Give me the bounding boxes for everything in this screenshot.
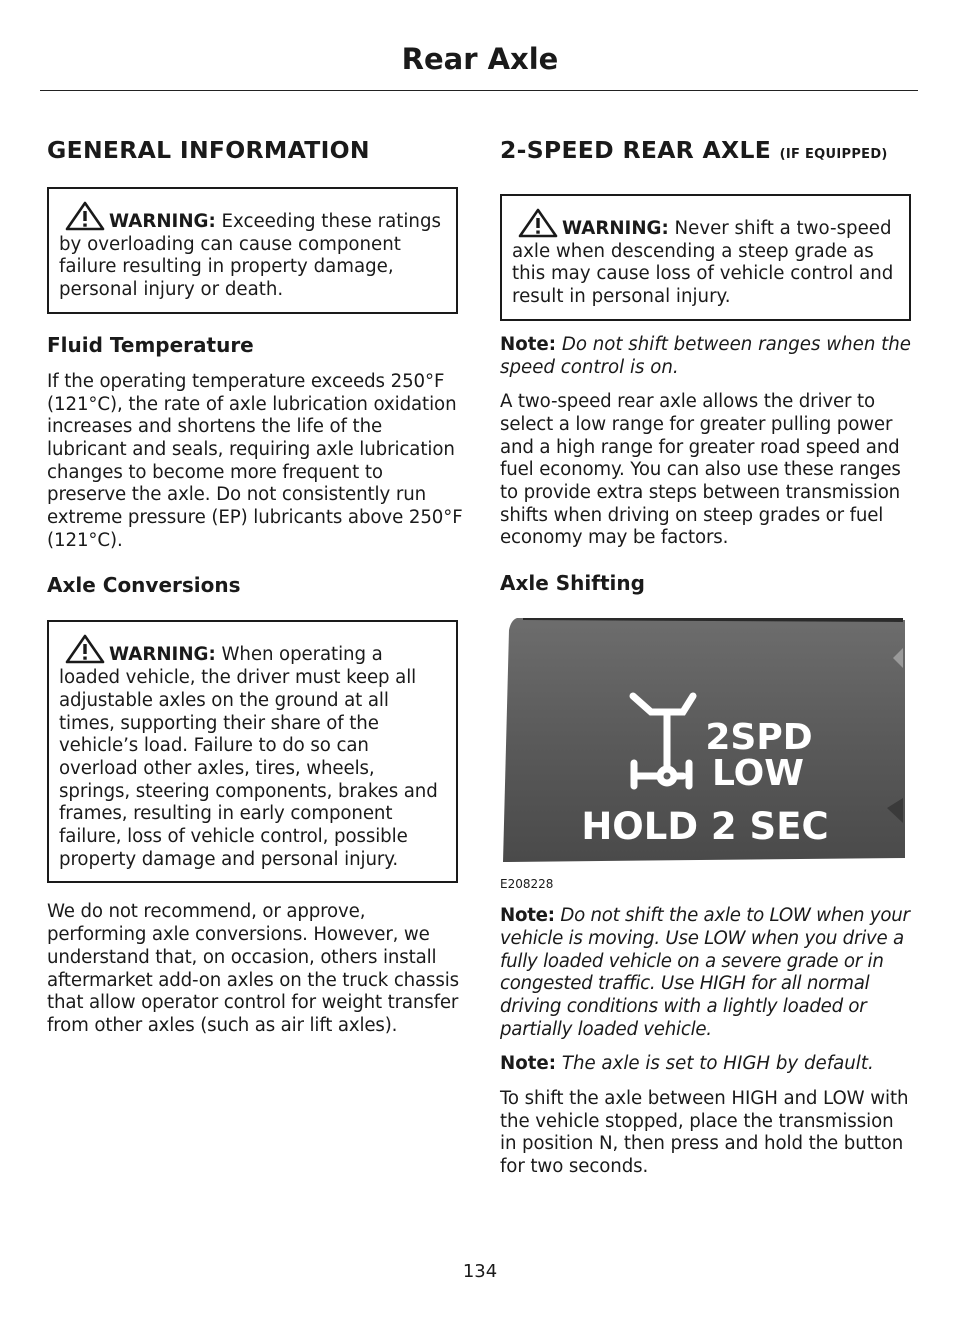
switch-label-2spd: 2SPD [705, 717, 813, 759]
warning-text: Never shift a two-speed axle when descending a steep grade as this may cause loss of vehicle control and result in personal injury. [512, 218, 894, 308]
note-text: The axle is set to HIGH by default. [561, 1053, 874, 1075]
note-default-high [500, 1053, 912, 1076]
warning-box-overloading [47, 187, 458, 314]
warning-box-descending [500, 194, 911, 321]
page-number: 134 [462, 1261, 498, 1282]
note-text: Do not shift between ranges when the speed control is on. [500, 333, 911, 378]
axle-conversions-text: We do not recommend, or approve, performing axle conversions. However, we understand that, on occasion, others install aftermarket add-on axles on the truck chassis that allow operator control for weight transfer from other axles (such as air lift axles). [47, 901, 459, 1036]
axle-conversions-heading: Axle Conversions [47, 573, 241, 598]
axle-switch-figure [503, 618, 905, 862]
fluid-temperature-text: If the operating temperature exceeds 250°F (121°C), the rate of axle lubrication oxidation increases and shortens the life of the lubricant and seals, requiring axle lubrication changes to become more frequent to preserve the axle. Do not consistently run extreme pressure (EP) lubricants above 250°F (121°C). [47, 370, 463, 551]
fluid-temperature-heading: Fluid Temperature [47, 332, 254, 357]
warning-triangle-icon [65, 201, 105, 231]
note-label: Note: [500, 905, 555, 927]
warning-label: WARNING: [562, 218, 669, 239]
note-label: Note: [500, 1053, 557, 1075]
heading-suffix: (IF EQUIPPED) [779, 147, 888, 162]
switch-label-hold: HOLD 2 SEC [581, 805, 829, 849]
axle-shifting-heading: Axle Shifting [500, 571, 645, 596]
note-label: Note: [500, 333, 557, 355]
figure-caption: E208228 [500, 877, 554, 892]
warning-label: WARNING: [109, 644, 216, 666]
warning-triangle-icon [518, 208, 558, 238]
heading-main: 2-SPEED REAR AXLE [500, 136, 772, 164]
note-speed-control [500, 334, 912, 379]
warning-label: WARNING: [109, 211, 216, 232]
header-divider [40, 90, 918, 91]
page-title: Rear Axle [401, 42, 559, 76]
switch-label-low: LOW [712, 753, 804, 795]
note-text: Do not shift the axle to LOW when your vehicle is moving. Use LOW when you drive a fully loaded vehicle on a severe grade or in congested traffic. Use HIGH for all normal driving conditions with a lightly loaded or partially loaded vehicle. [500, 905, 910, 1040]
two-speed-rear-axle-heading [500, 135, 912, 170]
warning-text: When operating a loaded vehicle, the driver must keep all adjustable axles on the ground at all times, supporting their share of the vehicle’s load. Failure to do so can overload other axles, tires, wheels, springs, steering components, brakes and frames, resulting in early component failure, loss of vehicle control, possible property damage and personal injury. [59, 644, 438, 870]
right-column [500, 135, 912, 1179]
general-information-heading: GENERAL INFORMATION [47, 136, 370, 164]
two-speed-switch-image [503, 618, 905, 862]
left-column [47, 135, 465, 1038]
note-shift-low [500, 905, 912, 1041]
axle-shifting-text: To shift the axle between HIGH and LOW with the vehicle stopped, place the transmission in position N, then press and hold the button for two seconds. [500, 1088, 909, 1178]
warning-box-loaded-vehicle [47, 620, 458, 883]
warning-text: Exceeding these ratings by overloading can cause component failure resulting in property damage, personal injury or death. [59, 211, 441, 301]
two-speed-intro-text: A two-speed rear axle allows the driver to select a low range for greater pulling power and a high range for greater road speed and fuel economy. You can also use these ranges to provide extra steps between transmission shifts when driving on steep grades or fuel economy may be factors. [500, 391, 901, 549]
warning-triangle-icon [65, 634, 105, 664]
